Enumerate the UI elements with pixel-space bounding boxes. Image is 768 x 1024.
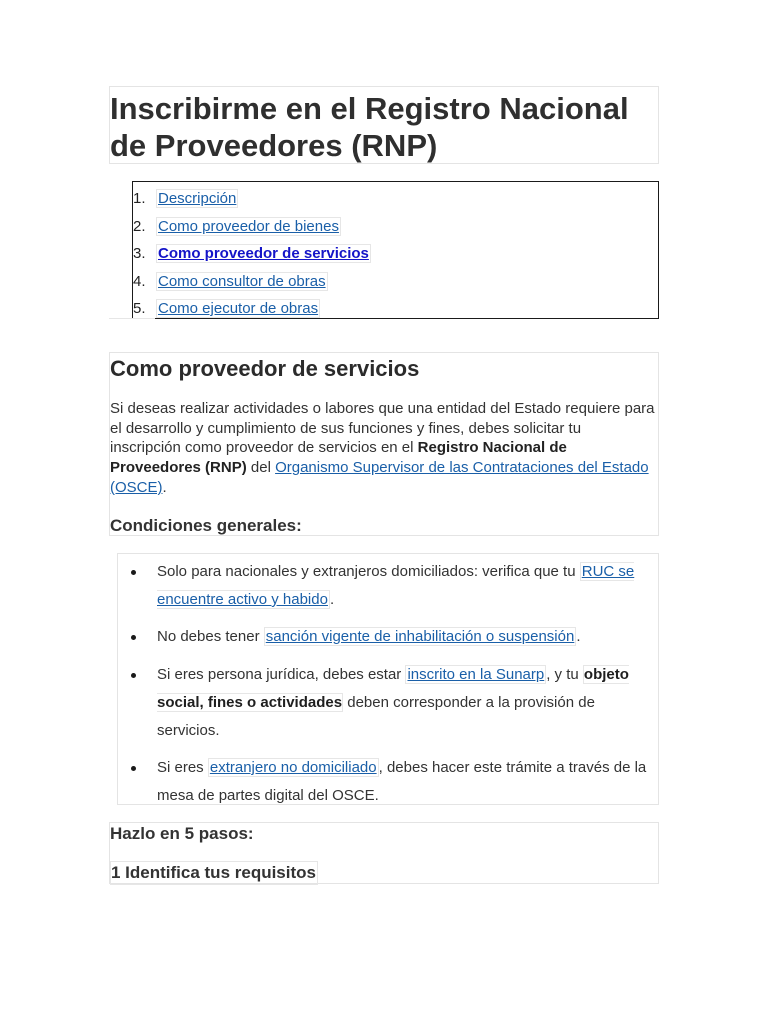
toc-divider (109, 318, 155, 319)
list-item-text-part: . (329, 591, 335, 608)
description-text: . (162, 478, 167, 496)
list-item-bold: objeto social, fines o actividades (157, 666, 629, 711)
title-container (109, 86, 659, 164)
list-item-text-part: Si eres (157, 759, 208, 776)
steps-section (109, 822, 659, 884)
toc-number: 4. (133, 272, 146, 290)
toc-link-descripcion[interactable]: Descripción (158, 190, 237, 207)
section-title: Como proveedor de servicios (110, 356, 420, 381)
list-item (118, 661, 658, 745)
list-item-text-part: Solo para nacionales y extranjeros domiciliados: verifica que tu (157, 563, 580, 580)
sancion-link[interactable]: sanción vigente de inhabilitación o suspensión (265, 628, 575, 645)
bullet-icon (131, 570, 136, 575)
toc-item-descripcion (133, 189, 238, 209)
list-item-text-part: No debes tener (157, 628, 264, 645)
conditions-heading: Condiciones generales: (110, 516, 302, 535)
toc-link-servicios[interactable]: Como proveedor de servicios (158, 245, 369, 262)
conditions-list (117, 553, 659, 805)
toc-link-ejecutor[interactable]: Como ejecutor de obras (158, 300, 319, 317)
bullet-icon (131, 635, 136, 640)
sunarp-link[interactable]: inscrito en la Sunarp (407, 666, 545, 683)
list-item (118, 558, 658, 614)
description-bold-rnp: Registro Nacional de Proveedores (RNP) (110, 439, 567, 477)
list-item (118, 754, 658, 810)
osce-link[interactable]: Organismo Supervisor de las Contrataciones del Estado (OSCE) (110, 459, 649, 496)
toc-item-ejecutor (133, 299, 320, 319)
toc-link-bienes[interactable]: Como proveedor de bienes (158, 217, 339, 235)
list-item-text-part: , y tu (546, 666, 583, 683)
bullet-icon (131, 673, 136, 678)
toc-number: 2. (133, 217, 146, 235)
toc-number: 5. (133, 300, 146, 317)
list-item (118, 623, 658, 651)
ruc-link[interactable]: RUC se encuentre activo y habido (157, 563, 635, 608)
toc-item-servicios (133, 244, 371, 264)
description-text: del (246, 459, 276, 477)
toc-item-consultor (133, 272, 328, 292)
list-item-text (157, 558, 657, 614)
toc-link-consultor[interactable]: Como consultor de obras (158, 272, 326, 290)
section-servicios (109, 352, 659, 536)
list-item-text-part: Si eres persona jurídica, debes estar (157, 666, 406, 683)
list-item-text-part: . (576, 628, 581, 645)
table-of-contents (132, 181, 659, 319)
list-item-text (157, 661, 657, 745)
page-title: Inscribirme en el Registro Nacional de Proveedores (RNP) (110, 91, 629, 163)
extranjero-link[interactable]: extranjero no domiciliado (209, 759, 377, 776)
description-text: Si deseas realizar actividades o labores que una entidad del Estado requiere para el desarrollo y cumplimiento de sus funciones y fines, debes solicitar tu inscripción como proveedor de servicios en el (110, 400, 655, 457)
toc-number: 3. (133, 245, 146, 262)
list-item-text (157, 623, 657, 651)
step-1-heading: 1 Identifica tus requisitos (110, 861, 318, 885)
toc-item-bienes (133, 217, 341, 237)
bullet-icon (131, 766, 136, 771)
section-description (110, 399, 655, 498)
list-item-text-part: deben corresponder a la provisión de servicios. (157, 694, 595, 739)
toc-number: 1. (133, 190, 146, 207)
steps-heading: Hazlo en 5 pasos: (110, 824, 254, 843)
list-item-text-part: , debes hacer este trámite a través de la mesa de partes digital del OSCE. (157, 759, 647, 804)
list-item-text (157, 754, 657, 810)
